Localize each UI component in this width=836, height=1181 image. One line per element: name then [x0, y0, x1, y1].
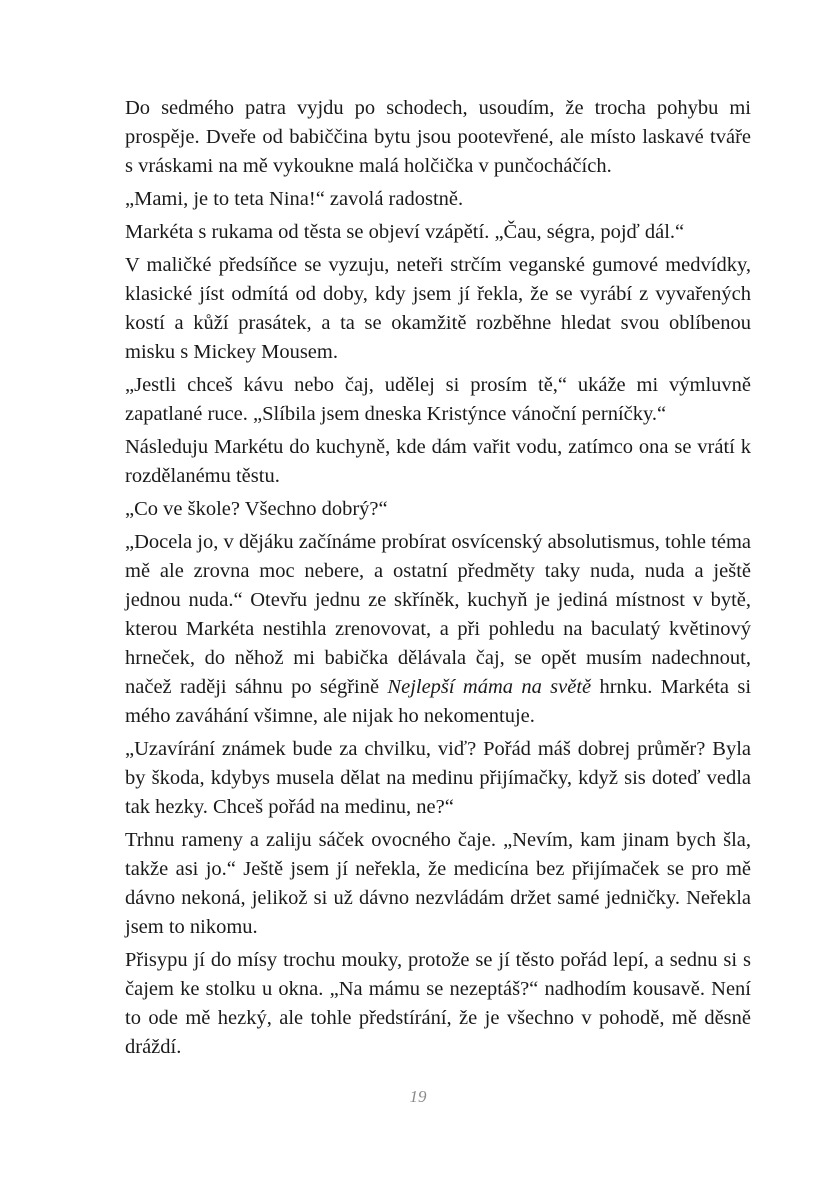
paragraph-7: „Co ve škole? Všechno dobrý?“ [125, 498, 388, 520]
page-number: 19 [409, 1087, 427, 1106]
mug-title-italic: Nejlepší máma na světě [387, 676, 592, 698]
paragraph-2: „Mami, je to teta Nina!“ zavolá radostně. [125, 188, 464, 210]
paragraph-8-text-before: „Docela jo, v dějáku začínáme probírat osvícenský absolutismus, tohle téma mě ale zrovna moc nebere, a ostatní předměty taky nuda, nuda a ještě jednou nuda.“ Otevřu jednu ze skříněk, kuchyň je jediná místnost v bytě, kterou Markéta nestihla zrenovovat, a při pohledu na baculatý květinový hrneček, do něhož mi babička dělávala čaj, se opět musím nadechnout, načež raději sáhnu po ségřině [125, 531, 751, 698]
paragraph-8 [125, 528, 751, 731]
paragraph-11: Přisypu jí do mísy trochu mouky, protože se jí těsto pořád lepí, a sednu si s čajem ke stolku u okna. „Na mámu se nezeptáš?“ nadhodím kousavě. Není to ode mě hezký, ale tohle předstírání, že je všechno v pohodě, mě děsně dráždí. [125, 949, 751, 1058]
paragraph-6: Následuju Markétu do kuchyně, kde dám vařit vodu, zatímco ona se vrátí k rozdělanému těstu. [125, 436, 751, 487]
paragraph-4: V maličké předsíňce se vyzuju, neteři strčím veganské gumové medvídky, klasické jíst odmítá od doby, kdy jsem jí řekla, že se vyrábí z vyvařených kostí a kůží prasátek, a ta se okamžitě rozběhne hledat svou oblíbenou misku s Mickey Mousem. [125, 254, 751, 363]
paragraph-3: Markéta s rukama od těsta se objeví vzápětí. „Čau, ségra, pojď dál.“ [125, 221, 685, 243]
paragraph-8-text-after: hrnku. Markéta si mého zaváhání všimne, ale nijak ho nekomentuje. [125, 676, 752, 727]
paragraph-5: „Jestli chceš kávu nebo čaj, udělej si prosím tě,“ ukáže mi výmluvně zapatlané ruce. „Slíbila jsem dneska Kristýnce vánoční perníčky.“ [125, 374, 751, 425]
body-text [125, 94, 751, 1066]
paragraph-1: Do sedmého patra vyjdu po schodech, usoudím, že trocha pohybu mi prospěje. Dveře od babiččina bytu jsou pootevřené, ale místo laskavé tváře s vráskami na mě vykoukne malá holčička v punčocháčích. [125, 97, 751, 177]
paragraph-10: Trhnu rameny a zaliju sáček ovocného čaje. „Nevím, kam jinam bych šla, takže asi jo.“ Ještě jsem jí neřekla, že medicína bez přijímaček se pro mě dávno nekoná, jelikož si už dávno nezvládám držet samé jedničky. Neřekla jsem to nikomu. [125, 829, 751, 938]
paragraph-9: „Uzavírání známek bude za chvilku, viď? Pořád máš dobrej průměr? Byla by škoda, kdybys musela dělat na medinu přijímačky, když sis doteď vedla tak hezky. Chceš pořád na medinu, ne?“ [125, 738, 751, 818]
